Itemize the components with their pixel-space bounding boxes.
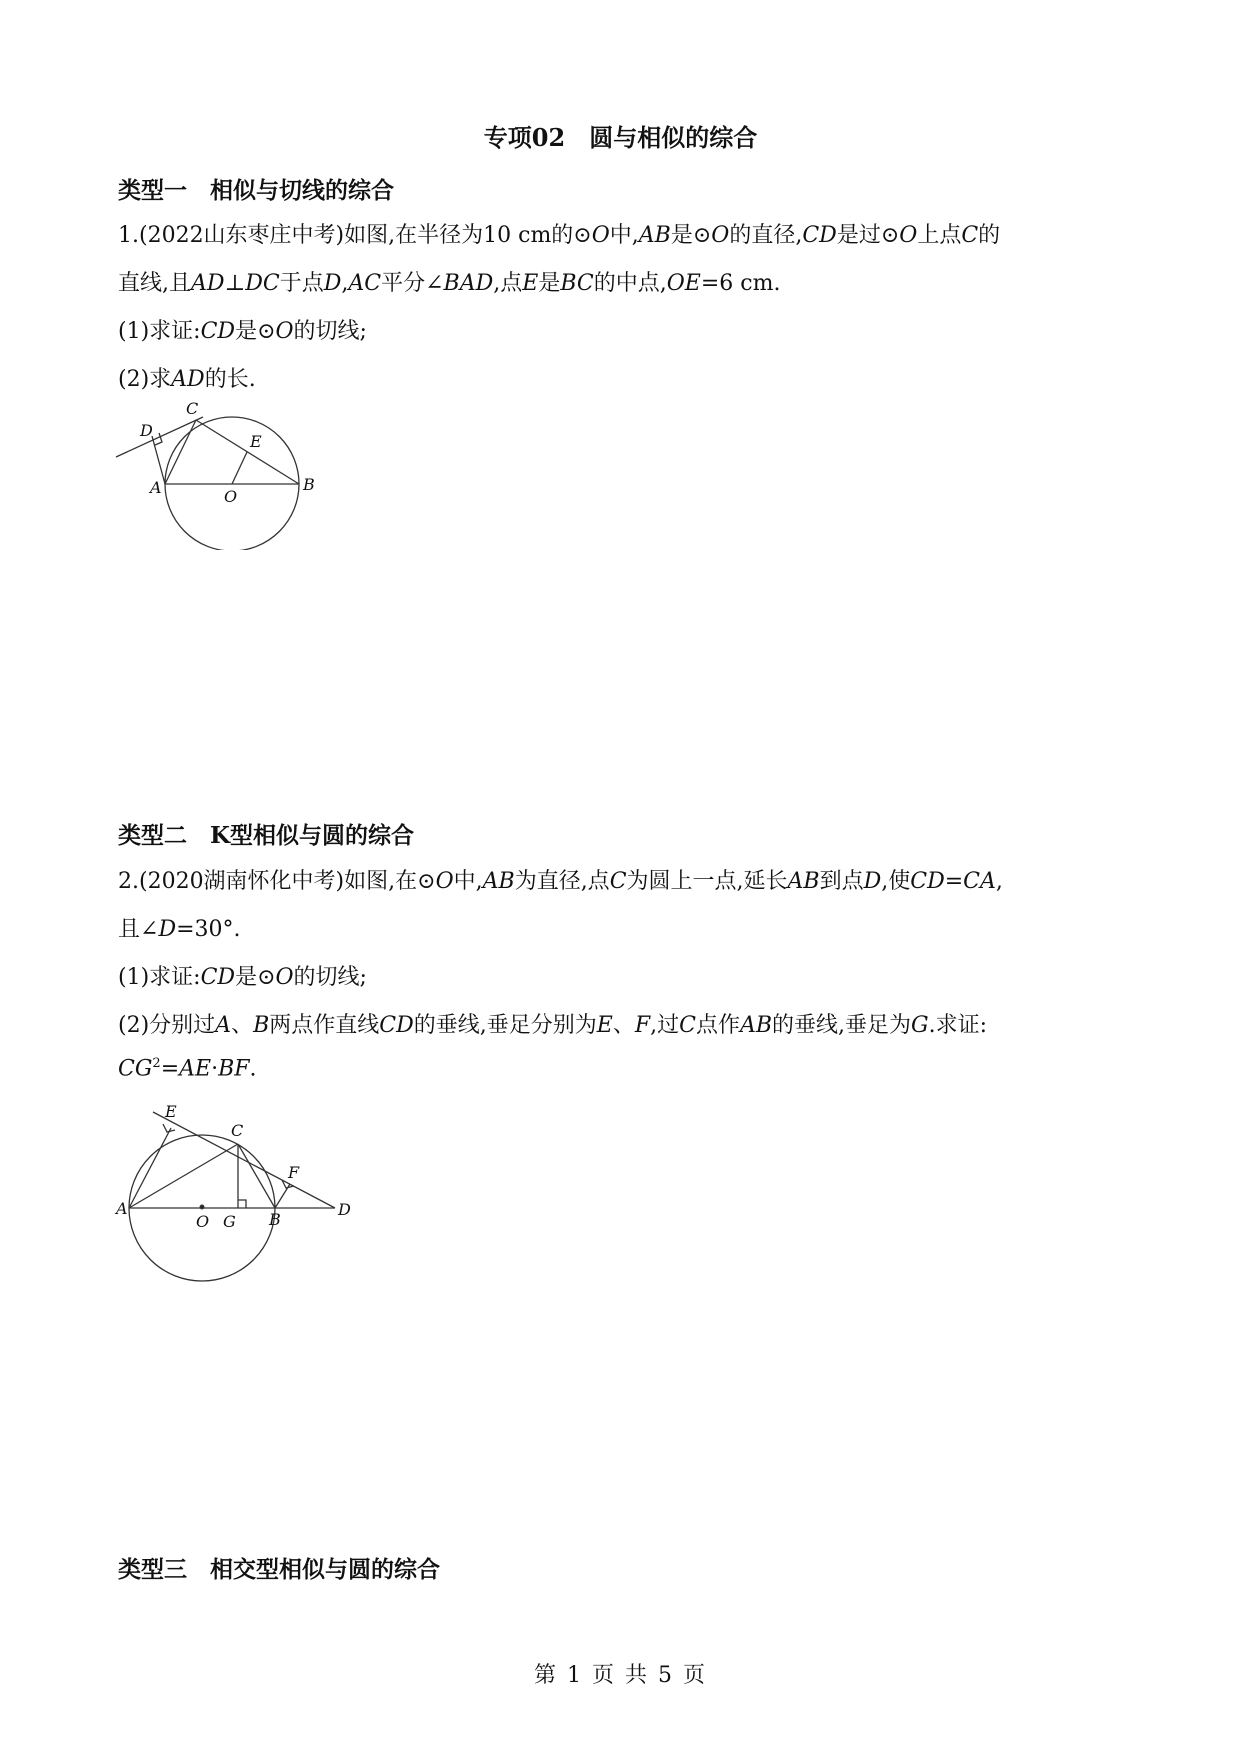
label-o: O [224,487,238,506]
label-o: O [196,1212,210,1231]
problem2-line2: 且∠D=30°. [118,917,241,942]
label-b: B [303,475,315,494]
segment-bc [196,420,299,484]
label-e: E [165,1102,177,1121]
figure-2 [110,1095,370,1295]
section-heading-3: 类型三 相交型相似与圆的综合 [118,1556,440,1583]
segment-bc [238,1144,275,1208]
problem2-question2: (2)分别过A、B两点作直线CD的垂线,垂足分别为E、F,过C点作AB的垂线,垂足为G.求证: [118,1013,987,1038]
label-b: B [269,1210,281,1229]
label-d: D [338,1200,351,1219]
problem2-question2-cont: $CG^2=AE\cdot BF$. [118,1056,257,1082]
problem1-line2: 直线,且AD⊥DC于点D,AC平分∠BAD,点E是BC的中点,OE=6 cm. [118,271,781,296]
tangent-line-cd [153,1112,335,1208]
label-a: A [116,1199,128,1218]
label-c: C [186,400,199,418]
right-angle-mark-g [238,1200,246,1208]
page-title: 专项02 圆与相似的综合 [483,123,758,152]
problem1-question1: (1)求证:CD是⊙O的切线; [118,319,367,344]
problem1-question2: (2)求AD的长. [118,367,256,392]
problem2-question1: (1)求证:CD是⊙O的切线; [118,965,367,990]
figure-1 [110,400,320,550]
problem1-line1: 1.(2022山东枣庄中考)如图,在半径为10 cm的⊙O中,AB是⊙O的直径,CD是过⊙O上点C的 [118,223,1001,248]
center-point-o [200,1205,204,1209]
page-footer: 第 1 页 共 5 页 [534,1663,707,1688]
label-a: A [150,478,162,497]
tangent-line-cd [116,417,203,457]
label-e: E [250,432,262,451]
segment-oe [232,452,247,484]
label-g: G [223,1212,236,1231]
label-c: C [231,1121,244,1140]
label-d: D [140,421,153,440]
segment-ac [165,420,196,484]
section-heading-2: 类型二 K型相似与圆的综合 [118,822,414,849]
label-f: F [288,1163,300,1182]
section-heading-1: 类型一 相似与切线的综合 [118,177,394,204]
problem2-line1: 2.(2020湖南怀化中考)如图,在⊙O中,AB为直径,点C为圆上一点,延长AB到点D,使CD=CA, [118,869,1003,894]
